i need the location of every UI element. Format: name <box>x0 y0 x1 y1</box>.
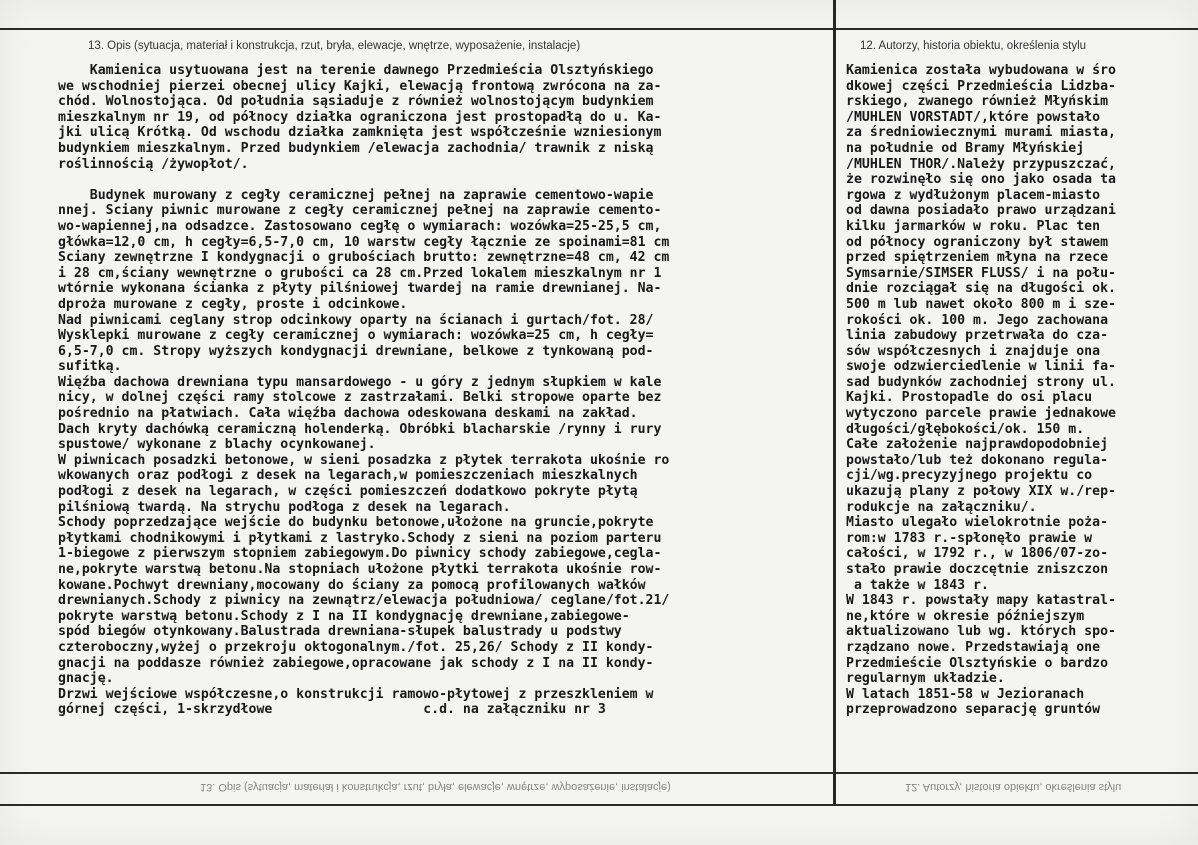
left-text-line: spód biegów otynkowany.Balustrada drewniana-słupek balustrady u podstwy <box>58 624 622 640</box>
right-text-line: Kajki. Prostopadle do osi placu <box>846 390 1093 406</box>
right-text-line: kilku jarmarków w roku. Plac ten <box>846 218 1101 234</box>
right-text-line: od dawna posiadało prawo urządzani <box>846 203 1116 219</box>
right-text-line: swoje odzwierciedlenie w linii fa- <box>846 359 1116 375</box>
left-text-line: podłogi z desek na legarach, w części pomieszczeń dodatkowo pokryte płytą <box>58 484 638 500</box>
left-text-line: i 28 cm,ściany wewnętrzne o grubości ca 28 cm.Przed lokalem mieszkalnym nr 1 <box>58 265 662 281</box>
right-text-line: stało prawie doczcętnie zniszczon <box>846 562 1109 577</box>
right-text-line: za średniowiecznymi murami miasta, <box>846 125 1116 141</box>
right-text-line: dkowej części Przedmieścia Lidzba- <box>846 78 1116 94</box>
left-text-line: 1-biegowe z pierwszym stopniem zabiegowym.Do piwnicy schody zabiegowe,cegla- <box>58 546 662 562</box>
right-text-line: W latach 1851-58 w Jezioranach <box>846 686 1085 702</box>
left-text-line: sufitką. <box>58 359 122 375</box>
left-text-line: nnej. Sciany piwnic murowane z cegły ceramicznej pełnej na zaprawie cemento- <box>58 203 662 219</box>
left-text-line: Więźba dachowa drewniana typu mansardowego - u góry z jednym słupkiem w kale <box>58 374 662 390</box>
right-text-line: dnie rozciągał się na długości ok. <box>846 281 1116 297</box>
left-text-line: Nad piwnicami ceglany strop odcinkowy oparty na ścianach i gurtach/fot. 28/ <box>58 312 654 328</box>
right-text-line: Symsarnie/SIMSER FLUSS/ i na połu- <box>846 265 1116 281</box>
mirror-heading-right: 12. Autorzy, historia obiektu, określenia stylu <box>905 781 1122 793</box>
right-text-line: ukazują plany z połowy XIX w./rep- <box>846 484 1116 500</box>
left-text-line: czteroboczny,wyżej o przekroju oktogonalnym./fot. 25,26/ Schody z II kondy- <box>58 639 654 655</box>
right-text-line: przed spiętrzeniem młyna na rzece <box>846 250 1109 266</box>
right-text-line: Miasto ulegało wielokrotnie poża- <box>846 515 1109 531</box>
left-text-line: wtórnie wykonana ścianka z płyty pilśniowej twardej na ramie drewnianej. Na- <box>58 281 662 297</box>
left-text-line: kowane.Pochwyt drewniany,mocowany do ściany za pomocą profilowanych wałków <box>58 577 646 593</box>
right-text-line: rgowa z wydłużonym placem-miasto <box>846 187 1101 203</box>
left-text-line: spustowe/ wykonane z blachy ocynkowanej. <box>58 437 376 453</box>
description-text <box>58 63 834 775</box>
right-text-line: cji/wg.precyzyjnego projektu co <box>846 468 1093 484</box>
right-text-line: Całe założenie najprawdopodobniej <box>846 437 1109 453</box>
left-text-line: pośrednio na płatwiach. Cała więźba dachowa odeskowana deskami na zakład. <box>58 406 638 422</box>
left-text-line: wo-wapiennej,na odsadzce. Zastosowano cegłę o wymiarach: wozówka=25-25,5 cm, <box>58 218 662 234</box>
left-text-line: jki ulicą Krótką. Od wschodu działka zamknięta jest współcześnie wzniesionym <box>58 125 662 141</box>
left-text-line: gnacji na poddasze również zabiegowe,opracowane jak schody z I na II kondy- <box>58 655 654 671</box>
left-text-line: nicy, w dolnej części ramy stolcowe z zastrzałami. Belki stropowe oparte bez <box>58 390 662 406</box>
right-text-line: rskiego, zwanego również Młyńskim <box>846 94 1109 110</box>
history-text <box>846 63 1198 775</box>
right-text-line: przeprowadzono separację gruntów <box>846 702 1101 718</box>
left-text-line: ne,pokryte warstwą betonu.Na stopniach ułożone płytki terrakota ukośnie row- <box>58 562 662 577</box>
right-text-line: długości/głębokości/ok. 150 m. <box>846 421 1085 437</box>
right-text-line: /MUHLEN THOR/.Należy przypuszczać, <box>846 156 1116 172</box>
right-heading: 12. Autorzy, historia obiektu, określenia stylu <box>860 40 1087 52</box>
left-heading: 13. Opis (sytuacja, materiał i konstrukcja, rzut, bryła, elewacje, wnętrze, wyposażenie, instalacje) <box>88 40 581 52</box>
right-text-line: regularnym układzie. <box>846 671 1005 687</box>
left-text-line: budynkiem mieszkalnym. Przed budynkiem /elewacja zachodnia/ trawnik z niską <box>58 140 654 156</box>
left-text-line: pokryte warstwą betonu.Schody z I na II kondygnację drewniane,zabiegowe- <box>58 608 630 624</box>
right-text-line: sów współczesnych i znajduje ona <box>846 343 1101 359</box>
right-text-line: rodukcje na załączniku/. <box>846 499 1037 515</box>
left-text-line: chód. Wolnostojąca. Od południa sąsiaduje z również wolnostojącym budynkiem <box>58 94 654 110</box>
right-text-line: całości, w 1792 r., w 1806/07-zo- <box>846 546 1109 562</box>
right-text-line: 500 m lub nawet około 800 m i sze- <box>846 296 1116 312</box>
right-text-line: rokości ok. 100 m. Jego zachowana <box>846 312 1109 328</box>
left-text-line <box>58 172 834 188</box>
left-text-line: dproża murowane z cegły, proste i odcinkowe. <box>58 296 408 312</box>
left-text-line: mieszkalnym nr 19, od północy działka ograniczona jest prostopadłą do u. Ka- <box>58 109 662 125</box>
left-text-line: Dach kryty dachówką ceramiczną holenderką. Obróbki blacharskie /rynny i rury <box>58 421 662 437</box>
left-text-line: Kamienica usytuowana jest na terenie dawnego Przedmieścia Olsztyńskiego <box>58 63 654 78</box>
right-text-line: wytyczono parcele prawie jednakowe <box>846 406 1116 422</box>
right-text-line: W 1843 r. powstały mapy katastral- <box>846 593 1116 609</box>
right-text-line: rom:w 1783 r.-spłonęło prawie w <box>846 530 1093 546</box>
left-text-line: drewnianych.Schody z piwnicy na zewnątrz/elewacja południowa/ ceglane/fot.21/ <box>58 593 670 609</box>
right-text-line: na południe od Bramy Młyńskiej <box>846 140 1085 156</box>
left-text-line: Wysklepki murowane z cegły ceramicznej o wymiarach: wozówka=25 cm, h cegły= <box>58 328 654 344</box>
right-text-line: aktualizowano lub wg. których spo- <box>846 624 1116 640</box>
left-text-line: wkowanych oraz podłogi z desek na legarach,w pomieszczeniach mieszkalnych <box>58 468 638 484</box>
right-text-line: powstało/lub też dokonano regula- <box>846 452 1109 468</box>
left-text-line: gnację. <box>58 671 114 687</box>
left-text-line: roślinnością /żywopłot/. <box>58 156 249 172</box>
left-text-line: 6,5-7,0 cm. Stropy wyższych kondygnacji drewniane, belkowe z tynkowaną pod- <box>58 343 654 359</box>
left-text-line: W piwnicach posadzki betonowe, w sieni posadzka z płytek terrakota ukośnie ro <box>58 452 670 468</box>
mirror-heading-left: 13. Opis (sytuacja, materiał i konstrukcja, rzut, bryła, elewacje, wnętrze, wyposażenie, instalacje) <box>200 781 671 793</box>
right-text-line: od północy ograniczony był stawem <box>846 234 1109 250</box>
left-text-line: we wschodniej pierzei obecnej ulicy Kajki, elewacją frontową zwrócona na za- <box>58 78 662 94</box>
left-text-line: pilśniową twardą. Na strychu podłoga z desek na legarach. <box>58 499 511 515</box>
left-text-line: płytkami chodnikowymi i płytkami z lastryko.Schody z sieni na poziom parteru <box>58 530 662 546</box>
bottom-show-through-band <box>0 772 1198 806</box>
right-text-line: że rozwinęło się ono jako osada ta <box>846 172 1116 188</box>
left-text-line: Drzwi wejściowe współczesne,o konstrukcji ramowo-płytowej z przeszkleniem w <box>58 686 654 702</box>
left-text-line: Budynek murowany z cegły ceramicznej pełnej na zaprawie cementowo-wapie <box>58 187 654 203</box>
right-text-line: rządzano nowe. Przedstawiają one <box>846 639 1101 655</box>
left-text-line: Sciany zewnętrzne I kondygnacji o grubościach brutto: zewnętrzne=48 cm, 42 cm <box>58 250 670 266</box>
right-text-line: Przedmieście Olsztyńskie o bardzo <box>846 655 1109 671</box>
right-text-line: ne,które w okresie późniejszym <box>846 608 1085 624</box>
left-text-line: górnej części, 1-skrzydłowe c.d. na załączniku nr 3 <box>58 702 606 718</box>
left-text-line: Schody poprzedzające wejście do budynku betonowe,ułożone na gruncie,pokryte <box>58 515 654 531</box>
right-text-line: /MUHLEN VORSTADT/,które powstało <box>846 109 1101 125</box>
right-text-line: linia zabudowy przetrwała do cza- <box>846 328 1109 344</box>
right-text-line: a także w 1843 r. <box>846 577 989 593</box>
top-rule <box>0 28 1198 30</box>
right-text-line: sad budynków zachodniej strony ul. <box>846 374 1116 390</box>
left-text-line: główka=12,0 cm, h cegły=6,5-7,0 cm, 10 warstw cegły łącznie ze spoinami=81 cm <box>58 234 670 250</box>
right-text-line: Kamienica została wybudowana w śro <box>846 63 1116 78</box>
